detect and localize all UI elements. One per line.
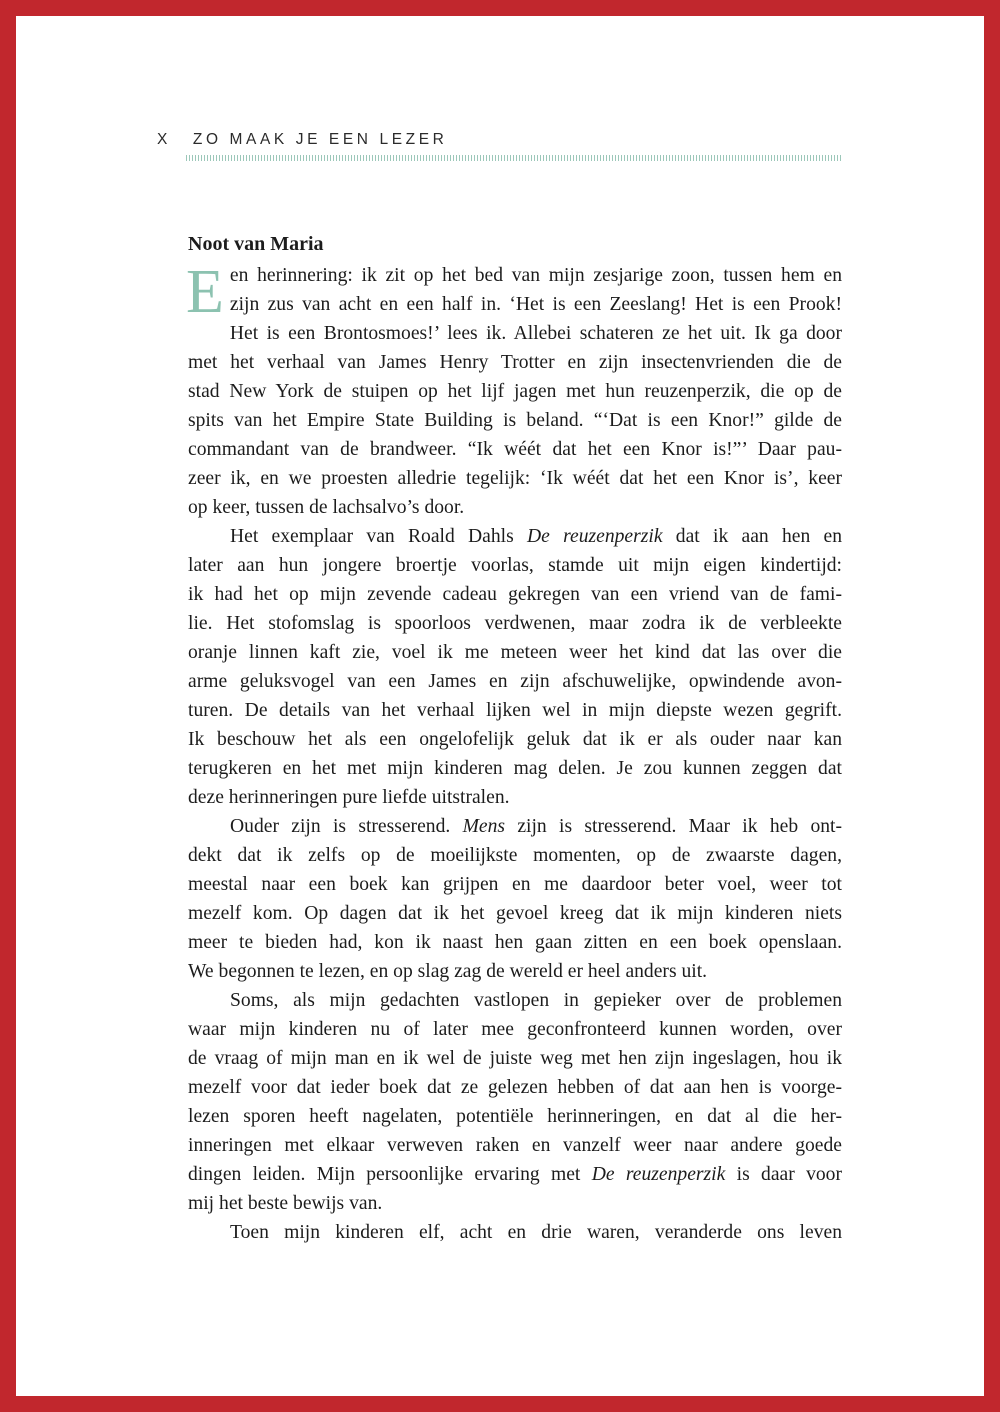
text-line: zijn zus van acht en een half in. ‘Het is een Zeeslang! Het is een Prook! xyxy=(229,294,842,315)
text-line: oranje linnen kaft zie, voel ik me meteen weer het kind dat las over die xyxy=(188,642,842,663)
paragraph-3 xyxy=(188,812,842,986)
text-line: deze herinneringen pure liefde uitstralen. xyxy=(188,787,510,808)
text-line: waar mijn kinderen nu of later mee geconfronteerd kunnen worden, over xyxy=(188,1019,842,1040)
text-line: arme geluksvogel van een James en zijn afschuwelijke, opwindende avon- xyxy=(188,671,842,692)
text-line: later aan hun jongere broertje voorlas, stamde uit mijn eigen kindertijd: xyxy=(188,555,842,576)
text-line: Het is een Brontosmoes!’ lees ik. Allebei schateren ze het uit. Ik ga door xyxy=(229,323,842,344)
text-line: dekt dat ik zelfs op de moeilijkste momenten, op de zwaarste dagen, xyxy=(188,845,842,866)
section-heading: Noot van Maria xyxy=(188,233,324,255)
drop-cap: E xyxy=(186,258,224,326)
page-frame-top xyxy=(0,0,1000,16)
text-line: meestal naar een boek kan grijpen en me daardoor beter voel, weer tot xyxy=(188,874,842,895)
text-line: Toen mijn kinderen elf, acht en drie waren, veranderde ons leven xyxy=(230,1222,842,1243)
text-line: mezelf kom. Op dagen dat ik het gevoel kreeg dat ik mijn kinderen niets xyxy=(188,903,842,924)
text-line: de vraag of mijn man en ik wel de juiste weg met hen zijn ingeslagen, hou ik xyxy=(188,1048,842,1069)
page-body xyxy=(188,230,842,1247)
text-line: mij het beste bewijs van. xyxy=(188,1193,383,1214)
text-line: Ouder zijn is stresserend. Mens zijn is stresserend. Maar ik heb ont- xyxy=(230,816,843,837)
text-line: met het verhaal van James Henry Trotter en zijn insectenvrienden die de xyxy=(188,352,842,373)
page-frame-bottom xyxy=(0,1396,1000,1412)
text-line: mezelf voor dat ieder boek dat ze gelezen hebben of dat aan hen is voorge- xyxy=(188,1077,842,1098)
running-head xyxy=(157,131,447,149)
header-rule xyxy=(186,155,842,161)
page-number: X xyxy=(157,131,171,148)
text-line: stad New York de stuipen op het lijf jagen met hun reuzenperzik, die op de xyxy=(188,381,842,402)
text-line: Het exemplaar van Roald Dahls De reuzenperzik dat ik aan hen en xyxy=(230,526,843,547)
text-line: lezen sporen heeft nagelaten, potentiële herinneringen, en dat al die her- xyxy=(188,1106,842,1127)
page-frame-left xyxy=(0,0,16,1412)
text-line: spits van het Empire State Building is beland. “‘Dat is een Knor!” gilde de xyxy=(188,410,842,431)
text-line: Soms, als mijn gedachten vastlopen in gepieker over de problemen xyxy=(230,990,842,1011)
paragraph-2 xyxy=(188,522,842,812)
text-line: commandant van de brandweer. “Ik wéét dat het een Knor is!”’ Daar pau- xyxy=(188,439,842,460)
text-line: lie. Het stofomslag is spoorloos verdwenen, maar zodra ik de verbleekte xyxy=(188,613,842,634)
paragraph-1 xyxy=(186,258,842,522)
text-line: Ik beschouw het als een ongelofelijk geluk dat ik er als ouder naar kan xyxy=(188,729,842,750)
paragraph-5 xyxy=(188,1218,842,1247)
text-line: meer te bieden had, kon ik naast hen gaan zitten en een boek openslaan. xyxy=(188,932,842,953)
page-frame-right xyxy=(984,0,1000,1412)
paragraph-4 xyxy=(188,986,842,1218)
text-line: We begonnen te lezen, en op slag zag de wereld er heel anders uit. xyxy=(188,961,708,982)
text-line: op keer, tussen de lachsalvo’s door. xyxy=(188,497,465,518)
text-line: inneringen met elkaar verweven raken en vanzelf weer naar andere goede xyxy=(188,1135,842,1156)
text-line: terugkeren en het met mijn kinderen mag delen. Je zou kunnen zeggen dat xyxy=(188,758,842,779)
text-line: zeer ik, en we proesten alledrie tegelijk: ‘Ik wéét dat het een Knor is’, keer xyxy=(188,468,842,489)
text-line: dingen leiden. Mijn persoonlijke ervaring met De reuzenperzik is daar voor xyxy=(188,1164,842,1185)
text-line: turen. De details van het verhaal lijken wel in mijn diepste wezen gegrift. xyxy=(188,700,842,721)
text-line: ik had het op mijn zevende cadeau gekregen van een vriend van de fami- xyxy=(188,584,842,605)
running-title: ZO MAAK JE EEN LEZER xyxy=(192,131,448,148)
text-line: en herinnering: ik zit op het bed van mijn zesjarige zoon, tussen hem en xyxy=(229,265,842,286)
